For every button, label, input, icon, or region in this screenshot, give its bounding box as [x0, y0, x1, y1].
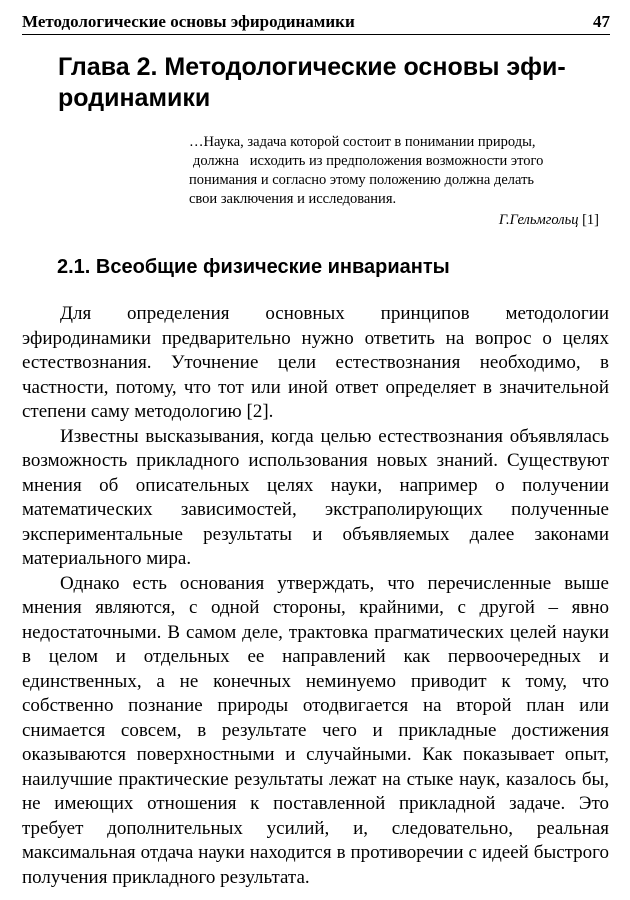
epigraph-reference: [1]: [578, 212, 599, 228]
paragraph: Однако есть основания утверждать, что перечисленные выше мнения являются, с одной стороны, крайними, с другой – явно недостаточными. В самом деле, трактовка прагматических целей науки в целом и отдельных ее направлений как первоочередных и единственных, а не конечных неминуемо приводит к тому, что собственно познание природы отодвигается на второй план или снимается совсем, в результате чего и прикладные достижения оказываются поверхностными и случайными. Как показывает опыт, наилучшие практические результаты лежат на стыке наук, казалось бы, не имеющих отношения к поставленной прикладной задаче. Это требует дополнительных усилий, и, следовательно, реальная максимальная отдача науки находится в противоречии с идеей быстрого получения прикладного результата.: [22, 572, 609, 888]
page-number: 47: [593, 12, 610, 31]
epigraph-line: свои заключения и исследования.: [189, 191, 397, 207]
paragraph: Для определения основных принципов методологии эфиродинамики предварительно нужно ответить на вопрос о целях естествознания. Уточнение цели естествознания необходимо, в частности, потому, что тот или иной ответ определяет в значительной степени саму методологию [2].: [22, 303, 609, 422]
epigraph-line: …Наука, задача которой состоит в понимании природы,: [189, 134, 536, 150]
chapter-title: [58, 52, 608, 114]
section-title: 2.1. Всеобщие физические инварианты: [57, 256, 450, 278]
epigraph-line: должна исходить из предположения возможности этого: [193, 153, 544, 169]
epigraph-line: понимания и согласно этому положению должна делать: [189, 172, 535, 188]
epigraph-source: [189, 211, 599, 230]
running-title: Методологические основы эфиродинамики: [22, 12, 355, 31]
chapter-title-line-1: Глава 2. Методологические основы эфи-: [58, 53, 566, 81]
body-text: [22, 302, 609, 890]
running-header: [22, 8, 610, 35]
epigraph: [189, 133, 599, 230]
epigraph-author: Г.Гельмгольц: [498, 212, 579, 228]
chapter-title-line-2: родинамики: [58, 84, 211, 112]
paragraph: Известны высказывания, когда целью естествознания объявлялась возможность прикладного использования новых знаний. Существуют мнения об описательных целях науки, например о получении математических зависимостей, экстраполирующих полученные экспериментальные результаты и объявляемых далее законами материального мира.: [22, 425, 609, 569]
